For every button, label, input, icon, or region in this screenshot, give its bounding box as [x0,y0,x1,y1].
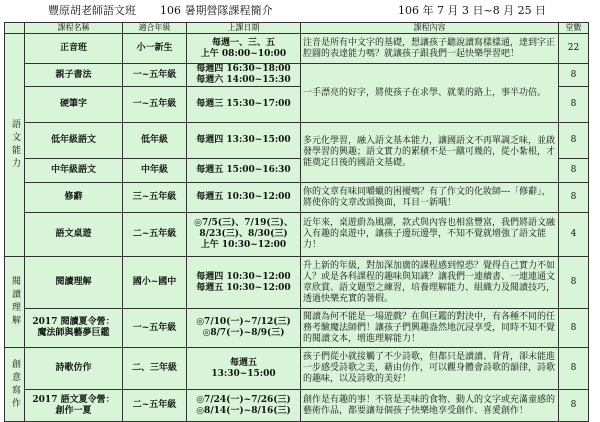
table-row [5,34,589,64]
course-content: 創作是有趣的事！不管是美味的食物、動人的文字或充滿童感的藝術作品，都要讓每個孩子快樂地享受創作、喜愛創作！ [301,390,559,422]
table-row [5,123,589,159]
course-schedule: 每週一、三、五 上午 08:00~10:00 [187,34,301,64]
class-name: 豐原胡老師語文班 [48,4,136,17]
course-content: 注音是所有中文字的基礎，想讓孩子聽說讀寫樣樣通，達到字正腔圓的表達能力嗎？就讓孩子跟我們一起快樂學習吧！ [301,34,559,64]
course-name: 閱讀理解 [25,257,123,309]
table-row [5,213,589,257]
course-grade: 一~五年級 [123,64,187,87]
header-count: 堂數 [559,23,589,34]
course-schedule: 每週五 15:00~16:30 [187,159,301,183]
course-content: 孩子們從小就接觸了不少詩歌，但都只是讀讀、背背，卻未能進一步感受詩歌之美，藉由仿作，可以觀身體會詩歌的韻律，詩歌的趣味，以及詩歌的美好！ [301,348,559,390]
category-language: 語文能力 [5,34,25,257]
course-schedule: 每週四 10:30~12:00 每週五 10:30~12:00 [187,257,301,309]
course-count: 8 [559,257,589,309]
course-content: 多元化學習，融入語文基本能力，讓國語文不再單調乏味，並啟發學習的興趣；語文實力的累積不是一蹴可幾的，從小紮根，才能奠定日後的國語文基礎。 [301,123,559,183]
category-writing: 創意寫作 [5,348,25,422]
header-blank [5,23,25,34]
table-row [5,183,589,213]
course-schedule: 每週三 15:30~17:00 [187,87,301,123]
table-row [5,64,589,87]
course-name: 語文桌遊 [25,213,123,257]
course-grade: 中年級 [123,159,187,183]
course-name: 詩歌仿作 [25,348,123,390]
course-content: 你的文章有味同嚼蠟的困擾嗎？有了作文的化妝師---「修辭」，將使你的文章改頭換面，耳目一新哦！ [301,183,559,213]
course-content: 升上新的年級，對加深加廣的課程感到惶恐？覺得自己實力不如人？或是各科課程的趣味與知識？讓我們一連續書、一連連通文章欣賞、語文題型之練習，培養理解能力、組織力及閱讀技巧，透過快樂充實的暑假。 [301,257,559,309]
course-schedule: 每週五 13:30~15:00 [187,348,301,390]
document-header [0,0,600,22]
header-content: 課程內容 [301,23,559,34]
course-count: 8 [559,87,589,123]
course-name: 中年級語文 [25,159,123,183]
table-header-row [5,23,589,34]
table-row [5,390,589,422]
course-schedule: ◎7/10(一)~7/12(三) ◎8/7(一)~8/9(三) [187,309,301,348]
category-reading: 閱讀理解 [5,257,25,348]
course-schedule: 每週五 10:30~12:00 [187,183,301,213]
header-grade: 適合年級 [123,23,187,34]
course-name: 正音班 [25,34,123,64]
course-grade: 一~五年級 [123,87,187,123]
course-schedule: ◎7/24(一)~7/26(三) ◎8/14(一)~8/16(三) [187,390,301,422]
course-count: 4 [559,213,589,257]
course-grade: 二~五年級 [123,213,187,257]
course-count: 8 [559,390,589,422]
course-schedule: 每週四 16:30~18:00 每週六 14:00~15:30 [187,64,301,87]
course-count: 8 [559,123,589,159]
course-table [4,22,589,422]
header-schedule: 上課日期 [187,23,301,34]
course-count: 8 [559,159,589,183]
course-grade: 三~五年級 [123,183,187,213]
course-name: 2017 語文夏令營： 創作一夏 [25,390,123,422]
course-content: 一手漂亮的好字，將使孩子在求學、就業的路上，事半功倍。 [301,64,559,123]
course-grade: 一~五年級 [123,309,187,348]
table-row [5,348,589,390]
course-name: 2017 閱讀夏令營： 魔法師與藝夢巨鑑 [25,309,123,348]
course-grade: 低年級 [123,123,187,159]
course-name: 修辭 [25,183,123,213]
course-count: 8 [559,64,589,87]
course-grade: 國小~國中 [123,257,187,309]
course-name: 低年級語文 [25,123,123,159]
course-count: 8 [559,309,589,348]
header-course-name: 課程名稱 [25,23,123,34]
course-count: 8 [559,183,589,213]
course-content: 閱讀為何不能是一場遊戲？在與巨鑑的對決中，有各種不同的任務考驗魔法師們！讓孩子們興趣盎然地沉浸享受，同時不知不覺的閱讀文本，增進理解能力！ [301,309,559,348]
course-grade: 二、三年級 [123,348,187,390]
course-schedule: 每週四 13:30~15:00 [187,123,301,159]
table-row [5,309,589,348]
course-grade: 二~五年級 [123,390,187,422]
course-name: 硬筆字 [25,87,123,123]
course-count: 8 [559,348,589,390]
table-row [5,257,589,309]
course-content: 近年來，桌遊蔚為風潮，款式與內容也相當豐富，我們將語文融入有趣的桌遊中，讓孩子邊玩邊學，不知不覺就增強了語文能力！ [301,213,559,257]
course-schedule: ◎7/5(三)、7/19(三)、 8/23(三)、8/30(三) 上午 10:30~12:00 [187,213,301,257]
course-grade: 小一新生 [123,34,187,64]
program-title: 106 暑期營隊課程簡介 [160,4,273,17]
course-count: 22 [559,34,589,64]
date-range: 106 年 7 月 3 日~8 月 25 日 [398,4,547,17]
course-name: 親子書法 [25,64,123,87]
